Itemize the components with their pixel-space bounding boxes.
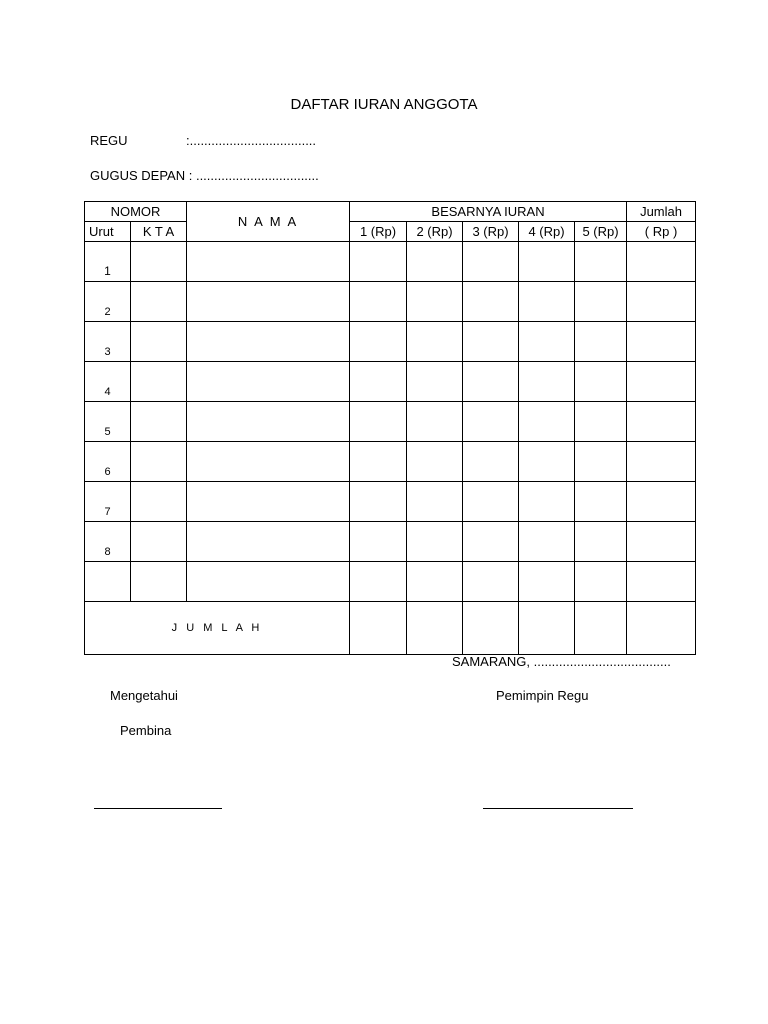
iuran-1-cell[interactable] [350, 522, 407, 562]
iuran-2-cell[interactable] [407, 362, 463, 402]
iuran-5-cell[interactable] [575, 562, 627, 602]
jumlah-cell[interactable] [627, 242, 696, 282]
row-number: 8 [85, 522, 131, 562]
table-row [85, 522, 696, 562]
gugus-depan-field[interactable]: .................................. [195, 168, 319, 183]
kta-cell[interactable] [131, 562, 187, 602]
iuran-1-cell[interactable] [350, 322, 407, 362]
row-number: 7 [85, 482, 131, 522]
row-number [85, 562, 131, 602]
iuran-4-cell[interactable] [519, 442, 575, 482]
total-cell[interactable] [575, 602, 627, 655]
header-col-1: 1 (Rp) [350, 222, 407, 242]
iuran-3-cell[interactable] [463, 482, 519, 522]
row-number: 4 [85, 362, 131, 402]
iuran-3-cell[interactable] [463, 442, 519, 482]
table-row [85, 482, 696, 522]
jumlah-cell[interactable] [627, 322, 696, 362]
iuran-1-cell[interactable] [350, 482, 407, 522]
kta-cell[interactable] [131, 482, 187, 522]
header-col-2: 2 (Rp) [407, 222, 463, 242]
total-cell[interactable] [350, 602, 407, 655]
iuran-1-cell[interactable] [350, 282, 407, 322]
pembina-label: Pembina [120, 723, 172, 738]
total-cell[interactable] [407, 602, 463, 655]
regu-label: REGU [90, 133, 128, 148]
kta-cell[interactable] [131, 442, 187, 482]
iuran-1-cell[interactable] [350, 442, 407, 482]
jumlah-cell[interactable] [627, 362, 696, 402]
iuran-2-cell[interactable] [407, 322, 463, 362]
iuran-4-cell[interactable] [519, 562, 575, 602]
iuran-3-cell[interactable] [463, 402, 519, 442]
iuran-4-cell[interactable] [519, 482, 575, 522]
iuran-3-cell[interactable] [463, 562, 519, 602]
pembina-signature-line [94, 808, 222, 809]
header-nomor: NOMOR [85, 202, 187, 222]
iuran-5-cell[interactable] [575, 402, 627, 442]
table-row [85, 362, 696, 402]
iuran-3-cell[interactable] [463, 362, 519, 402]
row-number: 6 [85, 442, 131, 482]
iuran-3-cell[interactable] [463, 242, 519, 282]
kta-cell[interactable] [131, 402, 187, 442]
table-row [85, 322, 696, 362]
header-kta: K T A [131, 222, 187, 242]
iuran-table [84, 201, 696, 655]
nama-cell[interactable] [187, 362, 350, 402]
table-row [85, 282, 696, 322]
header-urut: Urut [85, 222, 131, 242]
header-col-3: 3 (Rp) [463, 222, 519, 242]
row-number: 3 [85, 322, 131, 362]
iuran-5-cell[interactable] [575, 242, 627, 282]
kta-cell[interactable] [131, 362, 187, 402]
table-row [85, 442, 696, 482]
iuran-4-cell[interactable] [519, 242, 575, 282]
gugus-depan-label: GUGUS DEPAN : [90, 168, 196, 183]
total-cell[interactable] [463, 602, 519, 655]
kta-cell[interactable] [131, 282, 187, 322]
iuran-4-cell[interactable] [519, 522, 575, 562]
iuran-2-cell[interactable] [407, 402, 463, 442]
jumlah-cell[interactable] [627, 562, 696, 602]
mengetahui-label: Mengetahui [110, 688, 178, 703]
total-cell[interactable] [627, 602, 696, 655]
kta-cell[interactable] [131, 522, 187, 562]
iuran-2-cell[interactable] [407, 482, 463, 522]
nama-cell[interactable] [187, 482, 350, 522]
total-cell[interactable] [519, 602, 575, 655]
iuran-4-cell[interactable] [519, 322, 575, 362]
jumlah-cell[interactable] [627, 442, 696, 482]
jumlah-cell[interactable] [627, 482, 696, 522]
nama-cell[interactable] [187, 322, 350, 362]
header-nama: N A M A [187, 202, 350, 242]
iuran-1-cell[interactable] [350, 402, 407, 442]
nama-cell[interactable] [187, 242, 350, 282]
iuran-2-cell[interactable] [407, 562, 463, 602]
nama-cell[interactable] [187, 402, 350, 442]
iuran-1-cell[interactable] [350, 562, 407, 602]
iuran-5-cell[interactable] [575, 282, 627, 322]
iuran-1-cell[interactable] [350, 362, 407, 402]
pemimpin-signature-line [483, 808, 633, 809]
iuran-2-cell[interactable] [407, 282, 463, 322]
header-jumlah-unit: ( Rp ) [627, 222, 696, 242]
nama-cell[interactable] [187, 522, 350, 562]
table-row [85, 562, 696, 602]
row-number: 2 [85, 282, 131, 322]
iuran-5-cell[interactable] [575, 322, 627, 362]
iuran-4-cell[interactable] [519, 402, 575, 442]
iuran-2-cell[interactable] [407, 442, 463, 482]
iuran-4-cell[interactable] [519, 282, 575, 322]
iuran-5-cell[interactable] [575, 362, 627, 402]
nama-cell[interactable] [187, 562, 350, 602]
iuran-2-cell[interactable] [407, 242, 463, 282]
header-jumlah: Jumlah [627, 202, 696, 222]
kta-cell[interactable] [131, 322, 187, 362]
table-row [85, 402, 696, 442]
header-col-4: 4 (Rp) [519, 222, 575, 242]
iuran-5-cell[interactable] [575, 522, 627, 562]
pemimpin-regu-label: Pemimpin Regu [496, 688, 589, 703]
row-number: 1 [85, 242, 131, 282]
place-date-line: SAMARANG, ...................................... [452, 654, 671, 669]
regu-field[interactable]: :................................... [186, 133, 317, 148]
jumlah-cell[interactable] [627, 402, 696, 442]
iuran-3-cell[interactable] [463, 522, 519, 562]
jumlah-cell[interactable] [627, 522, 696, 562]
gugus-depan-line [90, 168, 319, 183]
kta-cell[interactable] [131, 242, 187, 282]
header-col-5: 5 (Rp) [575, 222, 627, 242]
row-number: 5 [85, 402, 131, 442]
header-besarnya-iuran: BESARNYA IURAN [350, 202, 627, 222]
iuran-5-cell[interactable] [575, 442, 627, 482]
table-row [85, 242, 696, 282]
iuran-2-cell[interactable] [407, 522, 463, 562]
iuran-3-cell[interactable] [463, 282, 519, 322]
iuran-1-cell[interactable] [350, 242, 407, 282]
total-label: J U M L A H [85, 602, 350, 655]
page-title: DAFTAR IURAN ANGGOTA [290, 96, 478, 113]
iuran-5-cell[interactable] [575, 482, 627, 522]
iuran-4-cell[interactable] [519, 362, 575, 402]
nama-cell[interactable] [187, 282, 350, 322]
iuran-3-cell[interactable] [463, 322, 519, 362]
nama-cell[interactable] [187, 442, 350, 482]
jumlah-cell[interactable] [627, 282, 696, 322]
